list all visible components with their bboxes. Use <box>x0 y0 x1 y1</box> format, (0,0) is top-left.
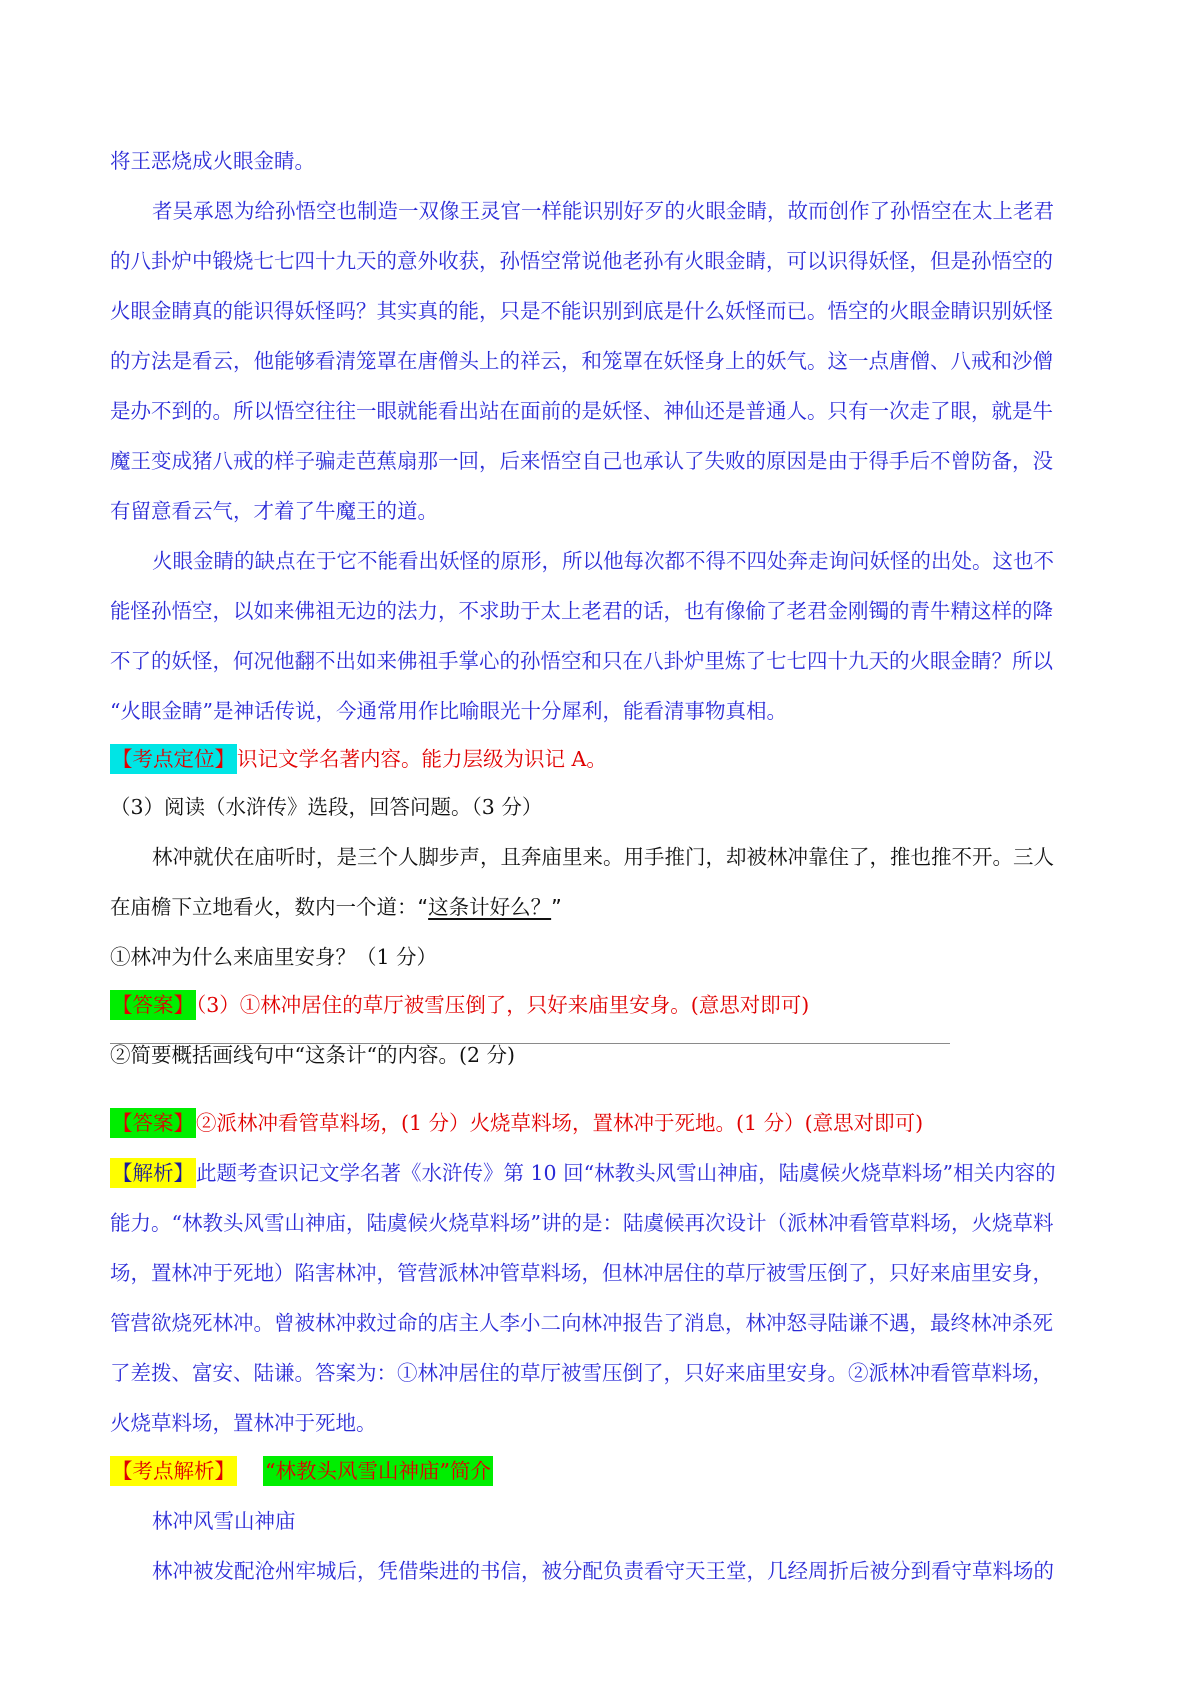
subsection-title: 林冲风雪山神庙 <box>152 1509 296 1533</box>
kaodian-dingwei-line <box>110 742 607 772</box>
sub-question: ①林冲为什么来庙里安身？（1 分） <box>110 945 438 969</box>
passage-line: 林冲就伏在庙听时，是三个人脚步声，且奔庙里来。用手推门，却被林冲靠住了，推也推不开。三人 <box>152 845 1054 869</box>
text-line: 场，置林冲于死地）陷害林冲，管营派林冲管草料场，但林冲居住的草厅被雪压倒了，只好来庙里安身， <box>110 1261 1053 1285</box>
answer-text: （3）①林冲居住的草厅被雪压倒了，只好来庙里安身。(意思对即可) <box>196 993 810 1017</box>
text-line: 将王恶烧成火眼金睛。 <box>110 149 315 173</box>
text-line: 火烧草料场，置林冲于死地。 <box>110 1411 377 1435</box>
kaodian-dingwei-tag: 【考点定位】 <box>110 744 237 774</box>
answer-tag: 【答案】 <box>110 1108 196 1138</box>
underlined-sentence: 这条计好么？ <box>428 895 552 919</box>
passage-line <box>110 890 562 920</box>
analysis-text: 此题考查识记文学名著《水浒传》第 10 回“林教头风雪山神庙，陆虞候火烧草料场”相关内容的 <box>196 1161 1056 1185</box>
text-line: 的方法是看云，他能够看清笼罩在唐僧头上的祥云，和笼罩在妖怪身上的妖气。这一点唐僧、八戒和沙僧 <box>110 349 1053 373</box>
text-line: 不了的妖怪，何况他翻不出如来佛祖手掌心的孙悟空和只在八卦炉里炼了七七四十九天的火眼金睛？所以 <box>110 649 1053 673</box>
text-line: 能力。“林教头风雪山神庙，陆虞候火烧草料场”讲的是：陆虞候再次设计（派林冲看管草料场，火烧草料 <box>110 1211 1054 1235</box>
answer-line <box>110 988 809 1018</box>
text-line: 是办不到的。所以悟空往往一眼就能看出站在面前的是妖怪、神仙还是普通人。只有一次走了眼，就是牛 <box>110 399 1053 423</box>
text-line: 火眼金睛的缺点在于它不能看出妖怪的原形，所以他每次都不得不四处奔走询问妖怪的出处。这也不 <box>152 549 1054 573</box>
passage-text: 在庙檐下立地看火，数内一个道：“ <box>110 895 429 919</box>
kaodian-jiexi-line <box>110 1454 493 1484</box>
text-line: 管营欲烧死林冲。曾被林冲救过命的店主人李小二向林冲报告了消息，林冲怒寻陆谦不遇，最终林冲杀死 <box>110 1311 1053 1335</box>
answer-text: ②派林冲看管草料场，(1 分）火烧草料场，置林冲于死地。(1 分）(意思对即可) <box>196 1111 924 1135</box>
answer-tag: 【答案】 <box>110 990 196 1020</box>
passage-text: ” <box>551 895 562 919</box>
text-line: 火眼金睛真的能识得妖怪吗？其实真的能，只是不能识别到底是什么妖怪而已。悟空的火眼金睛识别妖怪 <box>110 299 1053 323</box>
text-line: 了差拨、富安、陆谦。答案为：①林冲居住的草厅被雪压倒了，只好来庙里安身。②派林冲看管草料场， <box>110 1361 1053 1385</box>
section-title: “林教头风雪山神庙”简介 <box>263 1456 493 1486</box>
text-line: 有留意看云气，才着了牛魔王的道。 <box>110 499 438 523</box>
question-heading: （3）阅读（水浒传》选段，回答问题。（3 分） <box>110 795 543 819</box>
analysis-line <box>110 1156 1056 1186</box>
answer-line <box>110 1106 923 1136</box>
kaodian-dingwei-text: 识记文学名著内容。能力层级为识记 A。 <box>237 747 607 771</box>
kaodian-jiexi-tag: 【考点解析】 <box>110 1456 237 1486</box>
text-line: 的八卦炉中锻烧七七四十九天的意外收获，孙悟空常说他老孙有火眼金睛，可以识得妖怪，但是孙悟空的 <box>110 249 1053 273</box>
analysis-tag: 【解析】 <box>110 1158 196 1188</box>
text-line: “火眼金睛”是神话传说，今通常用作比喻眼光十分犀利，能看清事物真相。 <box>110 699 787 723</box>
divider <box>110 1043 950 1044</box>
text-line: 魔王变成猪八戒的样子骗走芭蕉扇那一回，后来悟空自己也承认了失败的原因是由于得手后不曾防备，没 <box>110 449 1053 473</box>
text-line: 林冲被发配沧州牢城后，凭借柴进的书信，被分配负责看守天王堂，几经周折后被分到看守草料场的 <box>152 1559 1054 1583</box>
text-line: 能怪孙悟空，以如来佛祖无边的法力，不求助于太上老君的话，也有像偷了老君金刚镯的青牛精这样的降 <box>110 599 1053 623</box>
text-line: 者吴承恩为给孙悟空也制造一双像王灵官一样能识别好歹的火眼金睛，故而创作了孙悟空在太上老君 <box>152 199 1054 223</box>
sub-question: ②简要概括画线句中“这条计“的内容。(2 分) <box>110 1043 516 1067</box>
